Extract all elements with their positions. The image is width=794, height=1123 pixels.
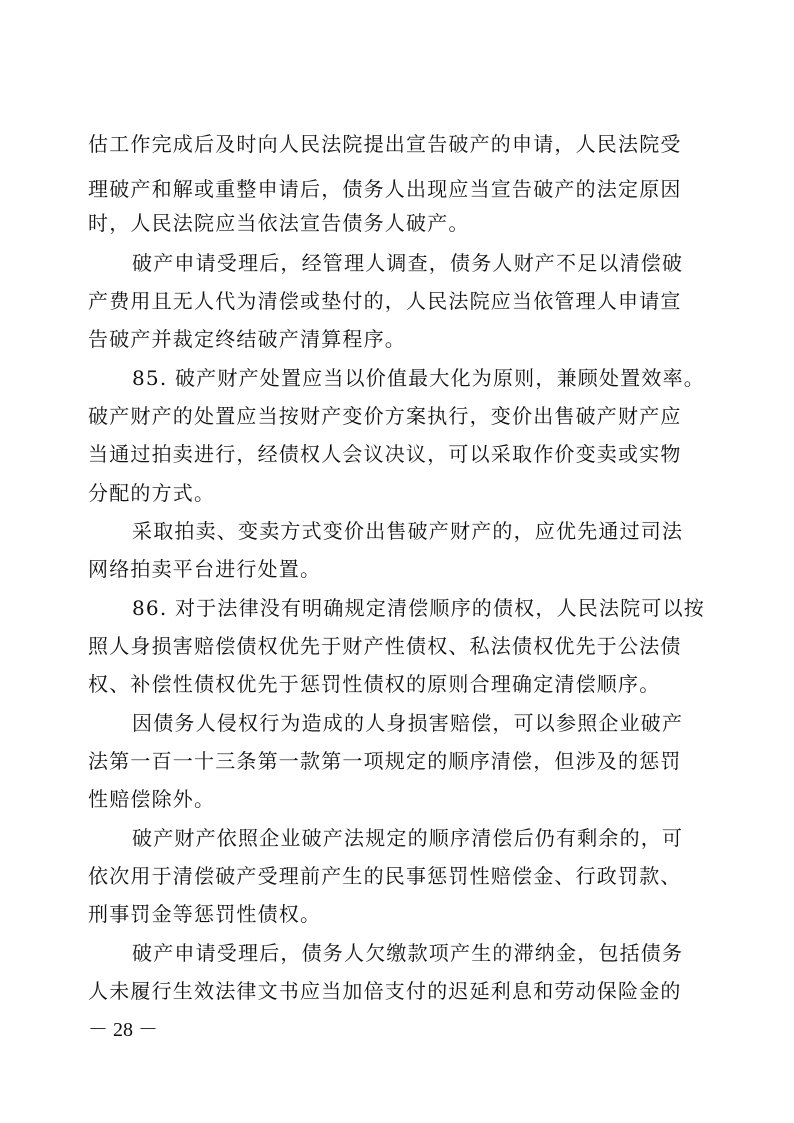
text-line: 告破产并裁定终结破产清算程序。 <box>88 327 406 351</box>
text-line: 采取拍卖、变卖方式变价出售破产财产的，应优先通过司法 <box>132 519 684 543</box>
page-number: － 28 － <box>88 1019 158 1041</box>
text-line: 理破产和解或重整申请后，债务人出现应当宣告破产的法定原因 <box>88 177 682 201</box>
text-line: 法第一百一十三条第一款第一项规定的顺序清偿，但涉及的惩罚 <box>88 749 682 773</box>
text-line: 依次用于清偿破产受理前产生的民事惩罚性赔偿金、行政罚款、 <box>88 864 682 888</box>
text-line: 破产申请受理后，债务人欠缴款项产生的滞纳金，包括债务 <box>132 941 684 965</box>
text-line: 时，人民法院应当依法宣告债务人破产。 <box>88 211 470 235</box>
text-line: 破产财产的处置应当按财产变价方案执行，变价出售破产财产应 <box>88 404 682 428</box>
text-line: 性赔偿除外。 <box>88 787 216 811</box>
text-line: 产费用且无人代为清偿或垫付的，人民法院应当依管理人申请宣 <box>88 289 682 313</box>
text-line: 86. 对于法律没有明确规定清偿顺序的债权，人民法院可以按 <box>132 596 705 620</box>
text-line: 刑事罚金等惩罚性债权。 <box>88 902 322 926</box>
text-line: 85. 破产财产处置应当以价值最大化为原则，兼顾处置效率。 <box>132 366 705 390</box>
text-line: 估工作完成后及时向人民法院提出宣告破产的申请，人民法院受 <box>88 132 682 156</box>
text-line: 破产申请受理后，经管理人调查，债务人财产不足以清偿破 <box>132 251 684 275</box>
text-line: 破产财产依照企业破产法规定的顺序清偿后仍有剩余的，可 <box>132 826 684 850</box>
text-line: 权、补偿性债权优先于惩罚性债权的原则合理确定清偿顺序。 <box>88 672 661 696</box>
text-line: 当通过拍卖进行，经债权人会议决议，可以采取作价变卖或实物 <box>88 442 682 466</box>
text-line: 网络拍卖平台进行处置。 <box>88 557 322 581</box>
text-line: 照人身损害赔偿债权优先于财产性债权、私法债权优先于公法债 <box>88 634 682 658</box>
text-line: 人未履行生效法律文书应当加倍支付的迟延利息和劳动保险金的 <box>88 979 682 1003</box>
text-line: 分配的方式。 <box>88 481 216 505</box>
text-line: 因债务人侵权行为造成的人身损害赔偿，可以参照企业破产 <box>132 711 684 735</box>
